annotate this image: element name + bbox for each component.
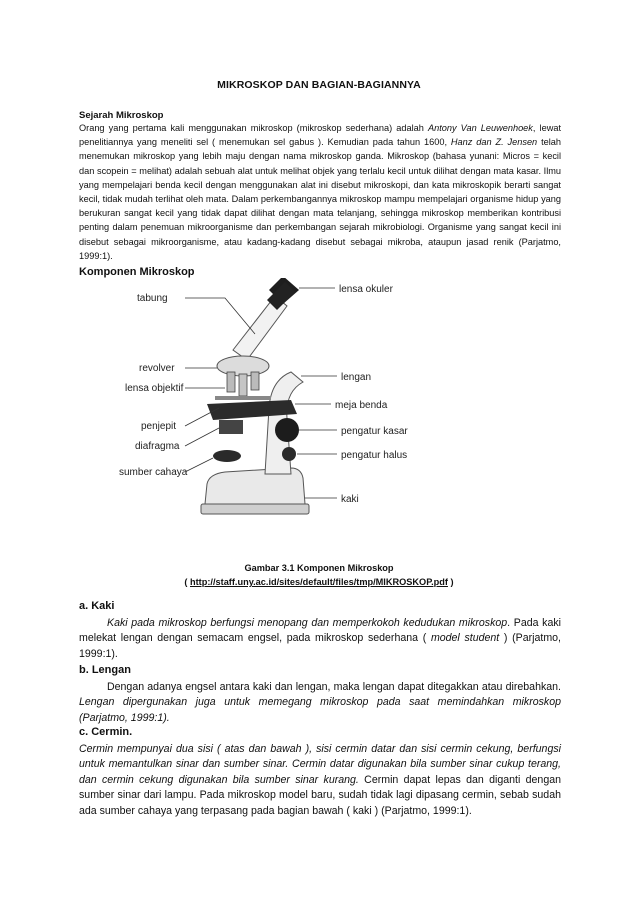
- caption-title: Gambar 3.1 Komponen Mikroskop: [244, 563, 394, 573]
- microscope-base-plate: [201, 504, 309, 514]
- history-heading: Sejarah Mikroskop: [79, 110, 164, 121]
- section-b-paragraph: [79, 680, 561, 726]
- stage-clip: [215, 396, 271, 400]
- section-a-paragraph: [79, 616, 561, 662]
- objective-lens-2: [239, 374, 247, 396]
- section-b-italic: Lengan dipergunakan juga untuk memegang mikroskop pada saat memindahkan mikroskop (Parjatmo, 1999:1).: [79, 696, 561, 724]
- section-b-text: Dengan adanya engsel antara kaki dan lengan, maka lengan dapat ditegakkan atau direbahkan.: [107, 681, 561, 693]
- history-text-3: telah menemukan mikroskop yang lebih maju dengan nama mikroskop ganda. Mikroskop (bahasa yunani: Micros = kecil dan scopein = melihat) adalah sebuah alat untuk melihat objek yang terlalu kecil untuk dilihat dengan mata kasar. Ilmu yang mempelajari benda kecil dengan menggunakan alat ini disebut mikroskopi, dan kata mikroskopik berarti sangat kecil, tidak mudah terlihat oleh mata. Dalam perkembangannya mikroskop mampu mempelajari organisme hidup yang berukuran sangat kecil yang tidak dapat dilihat dengan mata telanjang, sehingga mikroskop memberikan kontribusi penting dalam penemuan mikroorganisme dan perkembangan sejarah mikrobiologi. Organisme yang sangat kecil ini disebut sebagai mikroorganisme, atau kadang-kadang disebut sebagai mikroba, ataupun jasad renik (Parjatmo, 1999:1).: [79, 137, 561, 261]
- caption-source: [0, 575, 638, 589]
- figure-caption: [0, 561, 638, 589]
- label-meja-benda: meja benda: [335, 400, 388, 411]
- coarse-focus-knob: [275, 418, 299, 442]
- objective-lens-1: [227, 372, 235, 392]
- history-text-1: Orang yang pertama kali menggunakan mikroskop (mikroskop sederhana) adalah: [79, 123, 428, 133]
- history-name-1: Antony Van Leuwenhoek: [427, 123, 533, 133]
- section-a-italic-2: model student: [430, 632, 500, 645]
- caption-close: ): [447, 577, 454, 587]
- label-pengatur-halus: pengatur halus: [341, 450, 408, 461]
- section-a-text-1: . Pada kaki melekat lengan dengan semacam engsel, pada mikroskop sederhana (: [79, 617, 561, 645]
- section-a-text-2: ) (Parjatmo, 1999:1).: [79, 632, 561, 660]
- history-text-2: , lewat penelitiannya yang meneliti sel ( menemukan sel gabus ). Kemudian pada tahun 1600,: [79, 123, 561, 148]
- microscope-figure: [115, 278, 465, 540]
- label-lensa-okuler: lensa okuler: [339, 284, 393, 295]
- fine-focus-knob: [282, 447, 296, 461]
- page-title: MIKROSKOP DAN BAGIAN-BAGIANNYA: [217, 79, 421, 91]
- label-penjepit: penjepit: [141, 421, 177, 432]
- section-b-heading: b. Lengan: [79, 664, 131, 676]
- diaphragm: [219, 420, 243, 434]
- section-a-italic: Kaki pada mikroskop berfungsi menopang dan memperkokoh kedudukan mikroskop: [107, 617, 508, 629]
- section-c-text: Cermin dapat lepas dan diganti dengan sumber sinar dari lampu. Pada mikroskop model baru, sudah tidak lagi dipasang cermin, sebab sudah ada sumber cahaya yang terpasang pada bagian bawah ( kaki ) (Parjatmo, 1999:1).: [79, 773, 561, 817]
- label-kaki: kaki: [341, 494, 359, 505]
- label-diafragma: diafragma: [135, 441, 180, 452]
- label-tabung: tabung: [137, 293, 168, 304]
- section-c-italic: Cermin mempunyai dua sisi ( atas dan bawah ), sisi cermin datar dan sisi cermin cekung, berfungsi untuk memantulkan sinar dan sumber sinar. Cermin datar digunakan bila sumber sinar cukup terang, dan cermin cekung digunakan bila sumber sinar kurang.: [79, 743, 561, 786]
- caption-url-link[interactable]: http://staff.uny.ac.id/sites/default/files/tmp/MIKROSKOP.pdf: [190, 577, 448, 587]
- label-pengatur-kasar: pengatur kasar: [341, 426, 408, 437]
- objective-lens-3: [251, 372, 259, 390]
- components-heading: Komponen Mikroskop: [79, 266, 195, 278]
- label-lengan: lengan: [341, 372, 372, 383]
- caption-open: (: [184, 577, 191, 587]
- light-source: [213, 450, 241, 462]
- revolver: [217, 356, 269, 376]
- section-c-paragraph: [79, 742, 561, 819]
- label-revolver: revolver: [139, 363, 175, 374]
- history-paragraph: [79, 121, 561, 263]
- section-a-heading: a. Kaki: [79, 600, 115, 612]
- history-name-2: Hanz dan Z. Jensen: [450, 137, 538, 148]
- label-sumber-cahaya: sumber cahaya: [119, 467, 188, 478]
- label-lensa-objektif: lensa objektif: [125, 383, 184, 394]
- section-c-heading: c. Cermin.: [79, 726, 133, 738]
